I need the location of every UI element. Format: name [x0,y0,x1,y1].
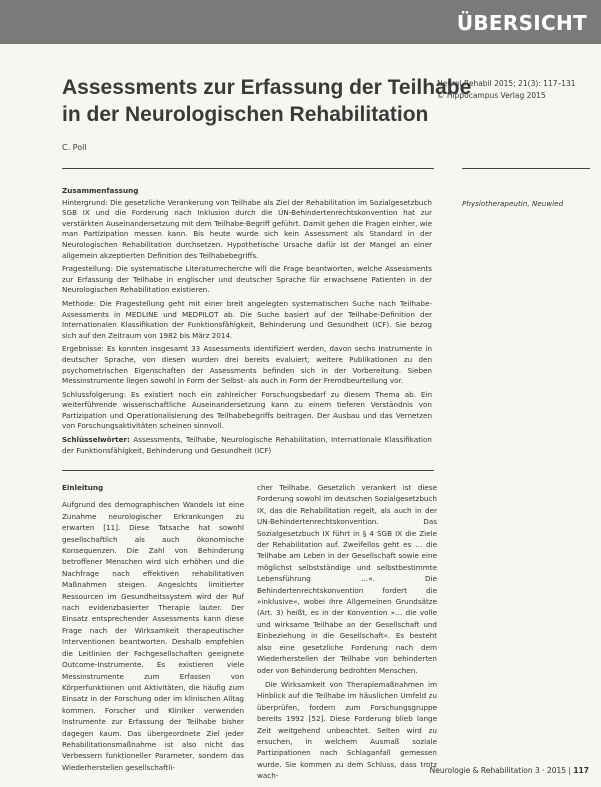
abstract-method: Methode: Die Fragestellung geht mit einer breit angelegten systematischen Suche nach Teilhabe-Assessments in MEDLINE und MEDPILOT ab. Die Suche basiert auf der Teilhabe-Definition der Internationalen Klassifikation der Funktionsfähigkeit, Behinderung und Gesundheit (ICF). Sie bezog sich auf den Zeitraum von 1982 bis März 2014. [62,298,432,340]
divider-bottom [62,470,434,471]
journal-name: Neurologie & Rehabilitation 3 · 2015 [429,766,567,775]
divider-top [62,168,434,169]
abstract-question: Fragestellung: Die systematische Literaturrecherche will die Frage beantworten, welche Assessments zur Erfassung der Teilhabe in englischer und deutscher Sprache für erwachsene Patienten in der Neurologischen Rehabilitation existieren. [62,264,432,295]
abstract-heading: Zusammenfassung [62,186,139,195]
page-number: 117 [573,766,589,775]
section-label: ÜBERSICHT [456,11,587,35]
abstract-conclusion: Schlussfolgerung: Es existiert noch ein zahlreicher Forschungsbedarf zu diesem Thema ab. Ein weiterführende wissenschaftliche Auseinandersetzung kann zu einem tieferen Verständnis von Partizipation und Operationalisierung des Teilhabebegriffs beitragen. Der Ausbau und das Vernetzen von Forschungsaktivitäten scheinen sinnvoll. [62,389,432,431]
intro-right-paragraph-2: Die Wirksamkeit von Therapiemaßnahmen im Hinblick auf die Teilhabe im häuslichen Umfeld zu überprüfen, fordern zum Forschungsgruppe bereits 1992 [52]. Diese Forderung blieb lange Zeit weitgehend unbeachtet. Selten wird zu ersuchen, in welchem Ausmaß soziale Partizipationen nach Schlaganfall gemessen wurde. Sie kommen zu dem Schluss, dass trotz wach- [257,679,437,781]
page-footer: Neurologie & Rehabilitation 3 · 2015 | 117 [429,766,589,775]
abstract-keywords [62,435,432,456]
article-title [62,74,472,129]
divider-top-right [462,168,590,169]
abstract-results: Ergebnisse: Es konnten insgesamt 33 Assessments identifiziert werden, davon sechs Instrumente in deutscher Sprache, von diesen wurden drei bereits evaluiert, weitere Publikationen zu den psychometrischen Eigenschaften der Assessments befinden sich in der Vorbereitung. Sieben Messinstrumente liegen sowohl in Form der Selbst- als auch in Form der Fremdbeurteilung vor. [62,344,432,386]
intro-heading: Einleitung [62,483,104,492]
keywords-text: Assessments, Teilhabe, Neurologische Rehabilitation, Internationale Klassifikation der Funktionsfähigkeit, Behinderung und Gesundheit (ICF) [62,435,432,455]
citation-line-2: © Hippocampus Verlag 2015 [437,91,546,100]
citation-line-1: Neurol Rehabil 2015; 21(3): 117–131 [437,79,576,88]
header-bar [0,0,601,44]
citation [437,78,597,102]
keywords-label: Schlüsselwörter: [62,435,130,445]
abstract [62,186,432,459]
intro-right-paragraph-1: cher Teilhabe. Gesetzlich verankert ist diese Forderung sowohl im deutschen Sozialgesetzbuch IX, das die Rehabilitation regelt, als auch in der UN-Behindertenrechtskonvention. Das Sozialgesetzbuch IX führt in § 4 SGB IX die Ziele der Rehabilitation auf. Zweifellos geht es … die Teilhabe am Leben in der Gesellschaft sowie eine möglichst selbstständige und selbstbestimmte Lebensführung …«. Die Behindertenrechtskonvention fordert die »inklusive«, wobei ihre Allgemeinen Grundsätze (Art. 3) heißt, es in der Konvention »… die volle und wirksame Teilhabe an der Gesellschaft und Einbeziehung in die Gesellschaft«. Es besteht also eine gesetzliche Forderung nach dem Wiederherstellen der Teilhabe von behinderten oder von Behinderung bedrohten Menschen. [257,483,437,675]
intro-left-paragraph: Aufgrund des demographischen Wandels ist eine Zunahme neurologischer Erkrankungen zu erwarten [11]. Diese Tatsache hat sowohl gesellschaftlich als auch ökonomische Konsequenzen. Die Zahl von Behinderung betroffener Menschen wird sich erhöhen und die Nachfrage nach effektiven rehabilitativen Maßnahmen steigen. Angesichts limitierter Ressourcen im Gesundheitssystem wird der Ruf nach evidenzbasierter Therapie lauter. Der Einsatz entsprechender Assessments kann diese Frage nach der Wirksamkeit therapeutischer Interventionen beantworten. Deshalb empfehlen die Leitlinien der Fachgesellschaften geeignete Outcome-Instrumente. Es existieren viele Messinstrumente zum Erfassen von Körperfunktionen und Aktivitäten, die häufig zum Einsatz in der Forschung oder im klinischen Alltag kommen. Forscher und Kliniker verwenden Instrumente zur Erfassung der Teilhabe bisher dagegen kaum. Das übergeordnete Ziel jeder Rehabilitationsmaßnahme ist also nicht das Verbessern funktioneller Parameter, sondern das Wiederherstellen gesellschaftli- [62,500,244,772]
intro-left-column [62,482,244,776]
abstract-background: Hintergrund: Die gesetzliche Verankerung von Teilhabe als Ziel der Rehabilitation im Sozialgesetzbuch SGB IX und die Forderung nach Inklusion durch die UN-Behindertenrechtskonvention hat zur verstärkten Auseinandersetzung mit dem Teilhabe-Begriff geführt. Damit gehen die Fragen einher, wie man Partizipation messen kann. Bis heute wurde sich kein Assessment als Standard in der Neurologischen Rehabilitation durchsetzen. Hypothetische Ursache dafür ist der Mangel an einer allgemein akzeptierten Definition des Teilhabebegriffs. [62,197,432,260]
author: C. Poll [62,143,87,152]
title-line-2: in der Neurologischen Rehabilitation [62,103,429,127]
title-line-1: Assessments zur Erfassung der Teilhabe [62,76,472,99]
intro-right-column [257,482,437,785]
author-affiliation: Physiotherapeutin, Neuwied [462,199,564,208]
